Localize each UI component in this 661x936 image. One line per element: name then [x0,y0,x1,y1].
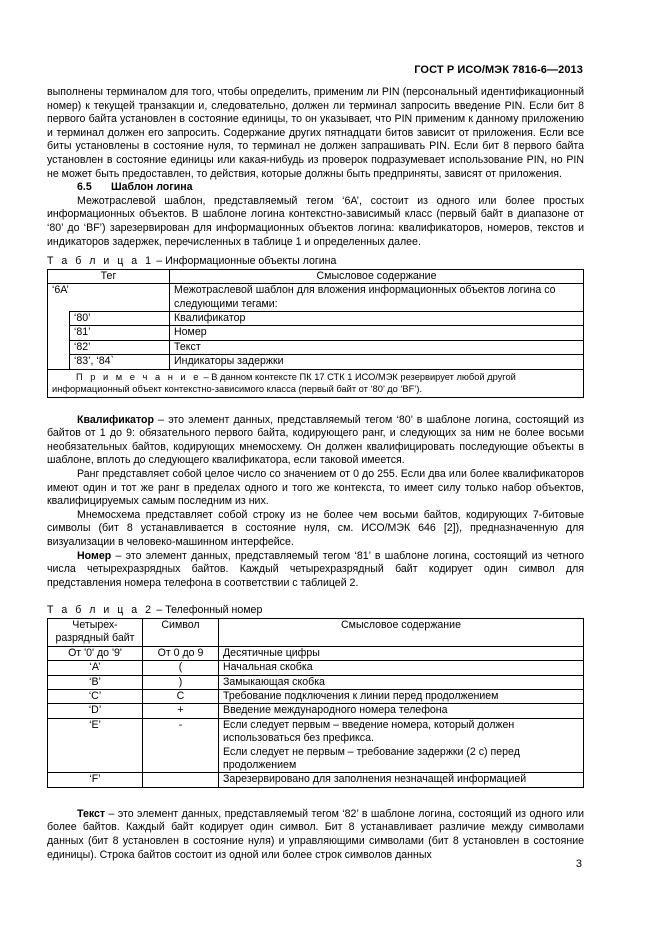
table1-tag: ‘80’ [70,311,170,325]
section-paragraph: Межотраслевой шаблон, представляемый тегом ‘6A’, состоит из одного или более простых информационных объектов. В шаблоне логина контекстно-зависимый класс (первый байт в диапазоне от ‘80’ до ‘BF’) зарезервирован для информационных объектов логина: квалификаторов, номеров, текстов и индикаторов задержек, перечисленных в таблице 1 и определенных далее. [47,194,584,248]
table1-row [48,284,584,312]
number-term: Номер [77,549,112,562]
rank-paragraph: Ранг представляет собой целое число со значением от 0 до 255. Если два или более квалификаторов имеют один и тот же ранг в пределах одного и того же контекста, то имеет силу только набор объектов, квалифицируемых самым последним из них. [47,467,584,508]
text-paragraph [47,808,584,862]
table1-row [48,355,584,369]
page-content [47,86,584,862]
table1-row [48,311,584,325]
document-header: ГОСТ Р ИСО/МЭК 7816-6—2013 [414,64,583,76]
table2-symbol: C [143,689,219,703]
table2-desc: Десятичные цифры [219,646,584,660]
table1-row [48,326,584,340]
table1-caption-label: Т а б л и ц а 1 [47,255,154,268]
table2-header-symbol: Символ [143,618,219,646]
table2-symbol: - [143,718,219,773]
number-paragraph [47,550,584,591]
table1-desc: Номер [170,326,584,340]
table2-row [48,718,584,773]
table2-caption-text: – Телефонный номер [153,604,263,617]
page-number: 3 [575,858,582,870]
table1-header-desc: Смысловое содержание [170,269,584,283]
table2-caption [47,604,584,618]
table1-tag: ‘81’ [70,326,170,340]
table2-header-desc: Смысловое содержание [219,618,584,646]
table2-row [48,675,584,689]
table1-desc: Текст [170,340,584,354]
table2-desc: Требование подключения к линии перед продолжением [219,689,584,703]
intro-paragraph: выполнены терминалом для того, чтобы определить, применим ли PIN (персональный идентификационный номер) к текущей транзакции и, следовательно, должен ли терминал запросить введение PIN. Если бит 8 первого байта установлен в состояние единицы, то он указывает, что PIN применим к данному приложению и терминал должен его запросить. Содержание других пятнадцати битов зависит от приложения. Если все биты установлены в состояние нуля, то терминал не должен запрашивать PIN. Если бит 8 первого байта установлен в состояние единицы или какая-нибудь из проверок подразумевает использование PIN, но PIN не может быть предоставлен, то действия, которые должны быть предприняты, зависят от приложения. [47,86,584,180]
table2-row [48,704,584,718]
table1-note-text: – В данном контексте ПК 17 СТК 1 ИСО/МЭК резервирует любой другой информационный объект контекстно-зависимого класса (первый байт от ‘80’ до ‘BF’). [52,371,516,394]
table2-symbol: + [143,704,219,718]
table1-header-row [48,269,584,283]
table2-nibble: ‘E’ [48,718,143,773]
table2-desc-first: Если следует первым – введение номера, который должен использоваться без префикса. [223,718,515,745]
qualifier-definition: – это элемент данных, представляемый тегом ‘80’ в шаблоне логина, состоящий из байтов от 1 до 9: обязательного первого байта, кодирующего ранг, и следующих за ним не более восьми необязательных байтов, кодирующих мнемосхему. Он должен квалифицировать последующие объекты в шаблоне, вплоть до следующего квалификатора, если таковой имеется. [47,413,584,467]
section-title: Шаблон логина [111,181,193,194]
table1-caption [47,255,584,269]
table1-top-desc: Межотраслевой шаблон для вложения информационных объектов логина со следующими тегами: [170,284,584,312]
number-definition: – это элемент данных, представляемый тегом ‘81’ в шаблоне логина, состоящий из четного числа четырехразрядных байтов. Каждый четырехразрядный байт кодирует один символ для представления номера телефона в соответствии с таблицей 2. [47,549,584,589]
table2-desc-second: Если следует не первым – требование задержки (2 с) перед продолжением [223,745,520,771]
table2-nibble: ‘F’ [48,773,143,787]
table1-top-tag: ‘6A’ [48,284,170,312]
table2-symbol: ( [143,661,219,675]
table2-symbol: От 0 до 9 [143,646,219,660]
table2-desc: Замыкающая скобка [219,675,584,689]
table2-nibble: ‘A’ [48,661,143,675]
table2-row [48,661,584,675]
table2-header-nibble: Четырех-разрядный байт [48,618,143,646]
table2-desc: Зарезервировано для заполнения незначащей информацией [219,773,584,787]
qualifier-term: Квалификатор [77,413,154,426]
table2-nibble: ‘B’ [48,675,143,689]
table2-desc [219,718,584,773]
qualifier-paragraph [47,414,584,468]
text-definition: – это элемент данных, представляемый тегом ‘82’ в шаблоне логина, состоящий из одного или более байтов. Каждый байт кодирует один символ. Бит 8 устанавливает различие между символами данных (бит 8 установлен в состояние нуля) и управляющими символами (бит 8 установлен в состояние единицы). Строка байтов состоит из одной или более строк символов данных [47,807,584,861]
text-term: Текст [77,807,106,820]
section-heading [77,181,584,195]
table1-desc: Индикаторы задержки [170,355,584,369]
table1-row [48,340,584,354]
table1-desc: Квалификатор [170,311,584,325]
table1-tag: ‘82’ [70,340,170,354]
table2-row [48,689,584,703]
table2-nibble: ‘C’ [48,689,143,703]
table1-tag: ‘83’, ‘84` [70,355,170,369]
table1-note-label: П р и м е ч а н и е [76,371,201,382]
table2-nibble: ‘D’ [48,704,143,718]
table2-desc: Начальная скобка [219,661,584,675]
table2-desc: Введение международного номера телефона [219,704,584,718]
table2-symbol [143,773,219,787]
table2-row [48,646,584,660]
section-number: 6.5 [77,181,92,194]
table1-header-tag: Тег [48,269,170,283]
table2-header-row [48,618,584,646]
table2-row [48,773,584,787]
table1-note [48,369,584,397]
table2-symbol: ) [143,675,219,689]
table2 [47,618,584,788]
table2-caption-label: Т а б л и ц а 2 [47,604,154,617]
table1 [47,269,584,398]
table2-nibble: От '0' до '9' [48,646,143,660]
table1-caption-text: – Информационные объекты логина [153,255,337,268]
mnemonic-paragraph: Мнемосхема представляет собой строку из не более чем восьми байтов, кодирующих 7-битовые символы (бит 8 устанавливается в состояние нуля, см. ИСО/МЭК 646 [2]), предназначенную для визуализации в человеко-машинном интерфейсе. [47,508,584,548]
table1-note-row [48,369,584,397]
